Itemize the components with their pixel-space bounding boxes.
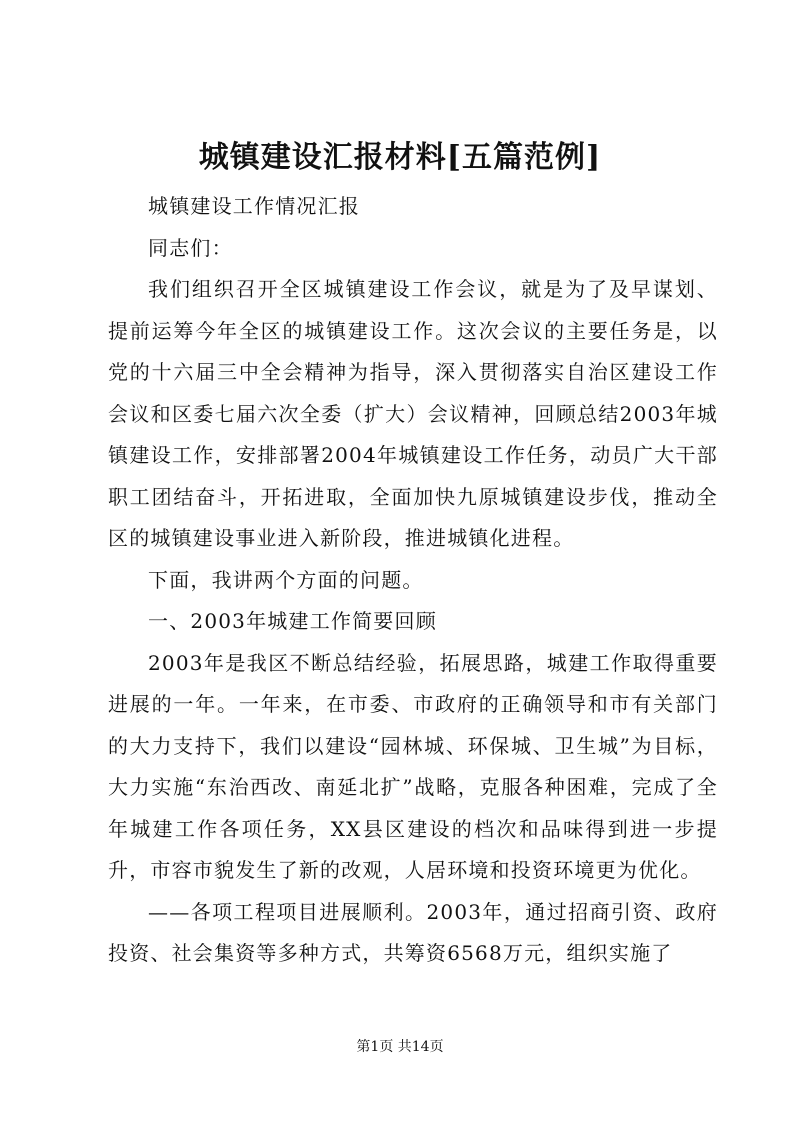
paragraph-two-issues: 下面，我讲两个方面的问题。 [148, 567, 424, 592]
paragraph-2003-progress: 2003年是我区不断总结经验，拓展思路，城建工作取得重要进展的一年。一年来，在市委、市政府的正确领导和市有关部门的大力支持下，我们以建设“园林城、环保城、卫生城”为目标，大力实施“东治西改、南延北扩”战略，克服各种困难，完成了全年城建工作各项任务，XX县区建设的档次和品味得到进一步提升，市容市貌发生了新的改观，人居环境和投资环境更为优化。 [108, 650, 718, 882]
paragraph-meeting-purpose: 我们组织召开全区城镇建设工作会议，就是为了及早谋划、提前运筹今年全区的城镇建设工作。这次会议的主要任务是，以党的十六届三中全会精神为指导，深入贯彻落实自治区建设工作会议和区委七届六次全委（扩大）会议精神，回顾总结2003年城镇建设工作，安排部署2004年城镇建设工作任务，动员广大干部职工团结奋斗，开拓进取，全面加快九原城镇建设步伐，推动全区的城镇建设事业进入新阶段，推进城镇化进程。 [108, 277, 718, 550]
document-body [108, 186, 718, 975]
paragraph-salutation: 同志们： [148, 235, 233, 260]
page-number-footer: 第1页 共14页 [356, 1039, 444, 1055]
paragraph-projects: ——各项工程项目进展顺利。2003年，通过招商引资、政府投资、社会集资等多种方式，共筹资6568万元，组织实施了 [108, 899, 718, 965]
paragraph-report-heading: 城镇建设工作情况汇报 [148, 194, 360, 218]
section-heading-review: 一、2003年城建工作简要回顾 [148, 609, 437, 633]
document-title: 城镇建设汇报材料[五篇范例] [198, 140, 602, 175]
